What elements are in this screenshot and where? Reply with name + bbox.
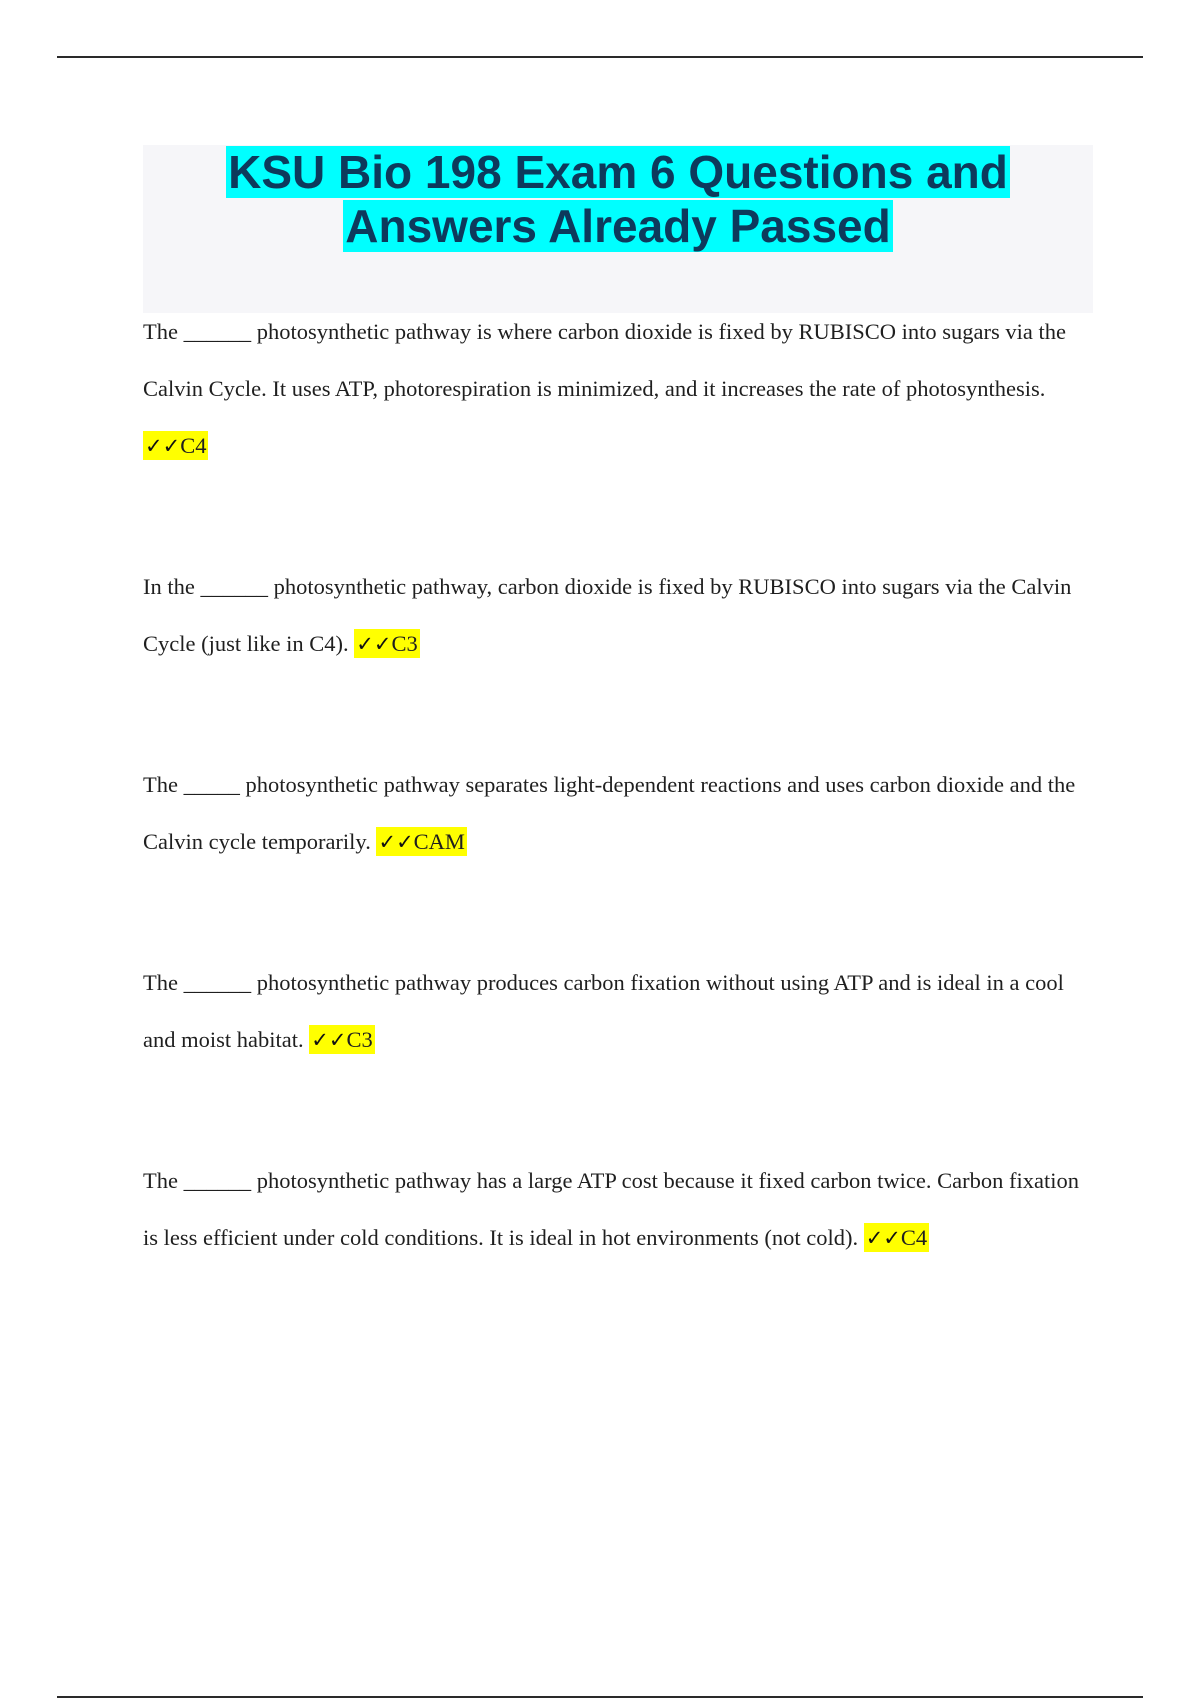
answer-text: CAM [413,829,465,854]
answer-highlight [354,629,419,658]
answer-highlight [376,827,466,856]
answer-text: C4 [900,1225,928,1250]
answer-highlight [143,431,208,460]
qa-item [143,756,1093,871]
question-text: The ______ photosynthetic pathway has a large ATP cost because it fixed carbon twice. Carbon fixation is less efficient under cold conditions. It is ideal in hot environments (not cold). [143,1168,1080,1250]
answer-highlight [864,1223,929,1252]
check-mark-icon: ✓✓ [356,632,392,656]
question-text: The ______ photosynthetic pathway produces carbon fixation without using ATP and is ideal in a cool and moist habitat. [143,970,1064,1052]
qa-item [143,954,1093,1069]
top-rule [57,56,1143,58]
qa-list [143,303,1093,1267]
check-mark-icon: ✓✓ [378,830,414,854]
bottom-rule [57,1696,1143,1698]
qa-item [143,558,1093,673]
title-block [143,145,1093,313]
qa-item [143,303,1093,475]
document-page [143,145,1093,1267]
check-mark-icon: ✓✓ [865,1226,901,1250]
check-mark-icon: ✓✓ [311,1028,347,1052]
question-text: The ______ photosynthetic pathway is where carbon dioxide is fixed by RUBISCO into sugars via the Calvin Cycle. It uses ATP, photorespiration is minimized, and it increases the rate of photosynthesis. [143,319,1066,401]
answer-highlight [309,1025,374,1054]
title-highlight: KSU Bio 198 Exam 6 Questions and Answers Already Passed [228,146,1008,252]
qa-item [143,1152,1093,1267]
answer-text: C4 [180,433,207,458]
check-mark-icon: ✓✓ [145,434,181,458]
answer-text: C3 [391,631,418,656]
document-title [143,145,1093,253]
question-text: In the ______ photosynthetic pathway, carbon dioxide is fixed by RUBISCO into sugars via the Calvin Cycle (just like in C4). [143,574,1072,656]
answer-text: C3 [346,1027,373,1052]
question-text: The _____ photosynthetic pathway separates light-dependent reactions and uses carbon dioxide and the Calvin cycle temporarily. [143,772,1076,854]
